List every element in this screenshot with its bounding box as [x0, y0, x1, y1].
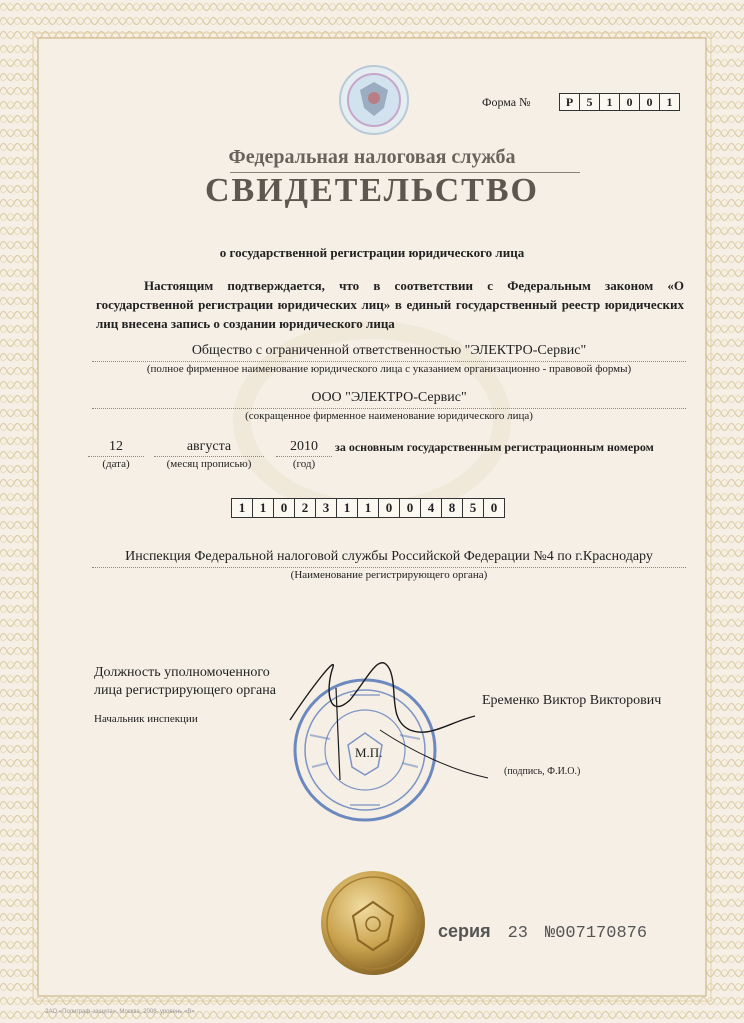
- form-code-digit: Р: [559, 93, 580, 111]
- form-code-digit: 5: [579, 93, 600, 111]
- date-day: 12: [109, 439, 123, 454]
- hologram-emblem: [336, 62, 412, 138]
- date-year: 2010: [290, 439, 318, 454]
- series-value: 23: [507, 924, 529, 943]
- entity-full-name-caption: (полное фирменное наименование юридического лица с указанием организационно - правовой формы): [146, 363, 632, 375]
- handwritten-signature: [270, 630, 490, 790]
- printer-footer: ЗАО «Полиграф-защита», Москва, 2008, уровень «В»: [45, 1009, 195, 1015]
- ogrn-digit: 1: [252, 498, 274, 518]
- ogrn-digit: 2: [294, 498, 316, 518]
- gold-seal: [318, 868, 428, 978]
- entity-short-name-caption: (сокращенное фирменное наименование юридического лица): [245, 410, 533, 422]
- stamp-placeholder-mp: М.П.: [355, 745, 383, 760]
- date-day-caption: (дата): [102, 458, 130, 470]
- divider: [92, 408, 686, 409]
- form-code: [560, 93, 680, 111]
- divider: [88, 456, 144, 457]
- divider: [92, 361, 686, 362]
- series-block: [438, 921, 647, 943]
- signatory-name: Еременко Виктор Викторович: [482, 693, 662, 708]
- ogrn-digit: 0: [399, 498, 421, 518]
- form-number-label: Форма №: [482, 95, 531, 109]
- ogrn-digit: 5: [462, 498, 484, 518]
- document-subtitle: о государственной регистрации юридического лица: [219, 245, 525, 260]
- signatory-position: Начальник инспекции: [94, 713, 198, 725]
- ogrn-digit: 1: [336, 498, 358, 518]
- ogrn-number: [232, 498, 505, 518]
- position-label-line2: лица регистрирующего органа: [94, 683, 276, 698]
- date-year-caption: (год): [292, 458, 316, 470]
- registration-number-label: за основным государственным регистрационным номером: [335, 440, 654, 454]
- ogrn-digit: 4: [420, 498, 442, 518]
- ogrn-digit: 1: [357, 498, 379, 518]
- series-label: серия: [438, 921, 491, 941]
- form-code-digit: 1: [599, 93, 620, 111]
- ogrn-digit: 0: [273, 498, 295, 518]
- divider: [276, 456, 332, 457]
- registering-authority: Инспекция Федеральной налоговой службы Российской Федерации №4 по г.Краснодару: [125, 549, 653, 564]
- divider: [92, 567, 686, 568]
- form-code-digit: 1: [659, 93, 680, 111]
- ogrn-digit: 0: [483, 498, 505, 518]
- registering-authority-caption: (Наименование регистрирующего органа): [290, 569, 488, 581]
- signature-caption: (подпись, Ф.И.О.): [504, 766, 581, 777]
- entity-full-name: Общество с ограниченной ответственностью "ЭЛЕКТРО-Сервис": [191, 343, 587, 358]
- ogrn-digit: 1: [231, 498, 253, 518]
- date-month: августа: [186, 439, 232, 454]
- form-code-digit: 0: [639, 93, 660, 111]
- ogrn-digit: 8: [441, 498, 463, 518]
- statement-paragraph: Настоящим подтверждается, что в соответствии с Федеральным законом «О государственной регистрации юридических лиц» в единый государственный реестр юридических лиц внесена запись о создании юридического лица: [96, 278, 684, 331]
- ogrn-digit: 0: [378, 498, 400, 518]
- form-code-digit: 0: [619, 93, 640, 111]
- document-title: СВИДЕТЕЛЬСТВО: [205, 172, 539, 209]
- certificate-number: №007170876: [545, 924, 648, 943]
- position-label-line1: Должность уполномоченного: [94, 665, 270, 680]
- divider: [154, 456, 264, 457]
- date-month-caption: (месяц прописью): [166, 458, 252, 470]
- entity-short-name: ООО "ЭЛЕКТРО-Сервис": [311, 390, 467, 405]
- ogrn-digit: 3: [315, 498, 337, 518]
- agency-name: Федеральная налоговая служба: [228, 146, 516, 168]
